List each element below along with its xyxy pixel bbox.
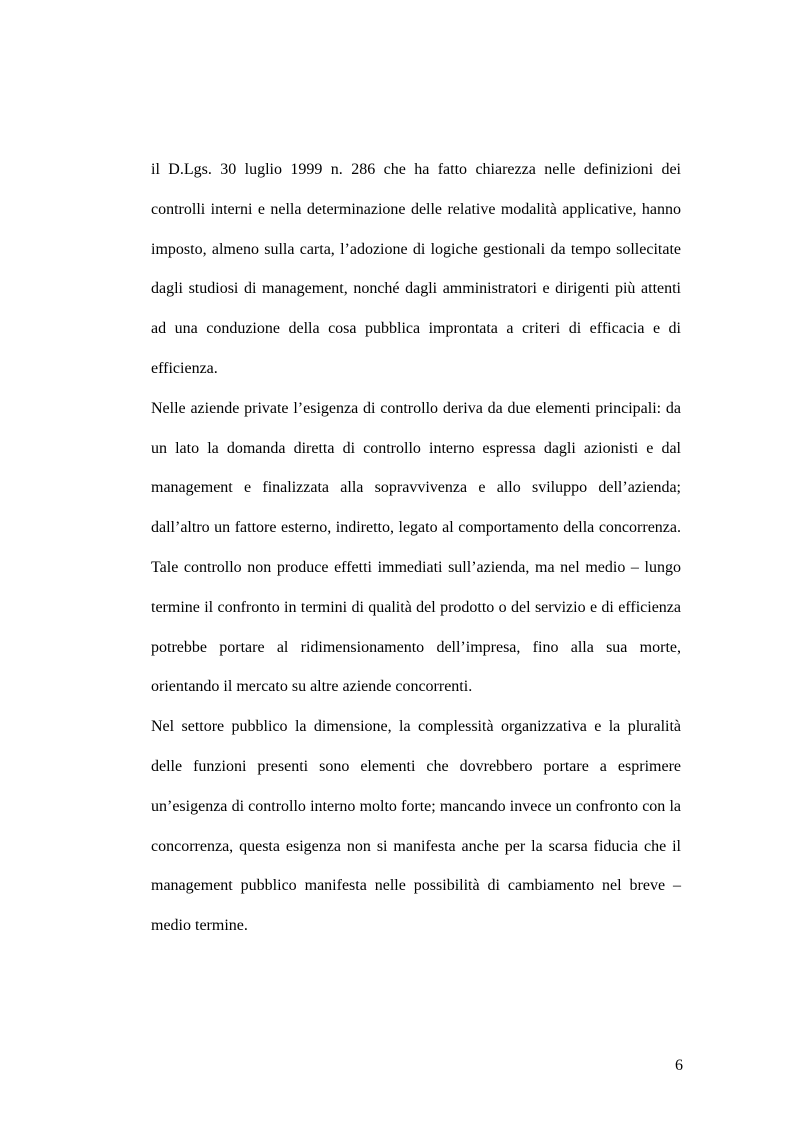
- page-number: 6: [675, 1057, 683, 1074]
- paragraph-controlli-interni: il D.Lgs. 30 luglio 1999 n. 286 che ha fatto chiarezza nelle definizioni dei controlli interni e nella determinazione delle relative modalità applicative, hanno imposto, almeno sulla carta, l’adozione di logiche gestionali da tempo sollecitate dagli studiosi di management, nonché dagli amministratori e dirigenti più attenti ad una conduzione della cosa pubblica improntata a criteri di efficacia e di efficienza.: [151, 161, 681, 377]
- paragraph-settore-pubblico: Nel settore pubblico la dimensione, la complessità organizzativa e la pluralità delle funzioni presenti sono elementi che dovrebbero portare a esprimere un’esigenza di controllo interno molto forte; mancando invece un confronto con la concorrenza, questa esigenza non si manifesta anche per la scarsa fiducia che il management pubblico manifesta nelle possibilità di cambiamento nel breve – medio termine.: [151, 718, 681, 935]
- paragraph-aziende-private: Nelle aziende private l’esigenza di controllo deriva da due elementi principali: da un lato la domanda diretta di controllo interno espressa dagli azionisti e dal management e finalizzata alla sopravvivenza e allo sviluppo dell’azienda; dall’altro un fattore esterno, indiretto, legato al comportamento della concorrenza. Tale controllo non produce effetti immediati sull’azienda, ma nel medio – lungo termine il confronto in termini di qualità del prodotto o del servizio e di efficienza potrebbe portare al ridimensionamento dell’impresa, fino alla sua morte, orientando il mercato su altre aziende concorrenti.: [151, 399, 681, 696]
- body-text: [151, 150, 681, 946]
